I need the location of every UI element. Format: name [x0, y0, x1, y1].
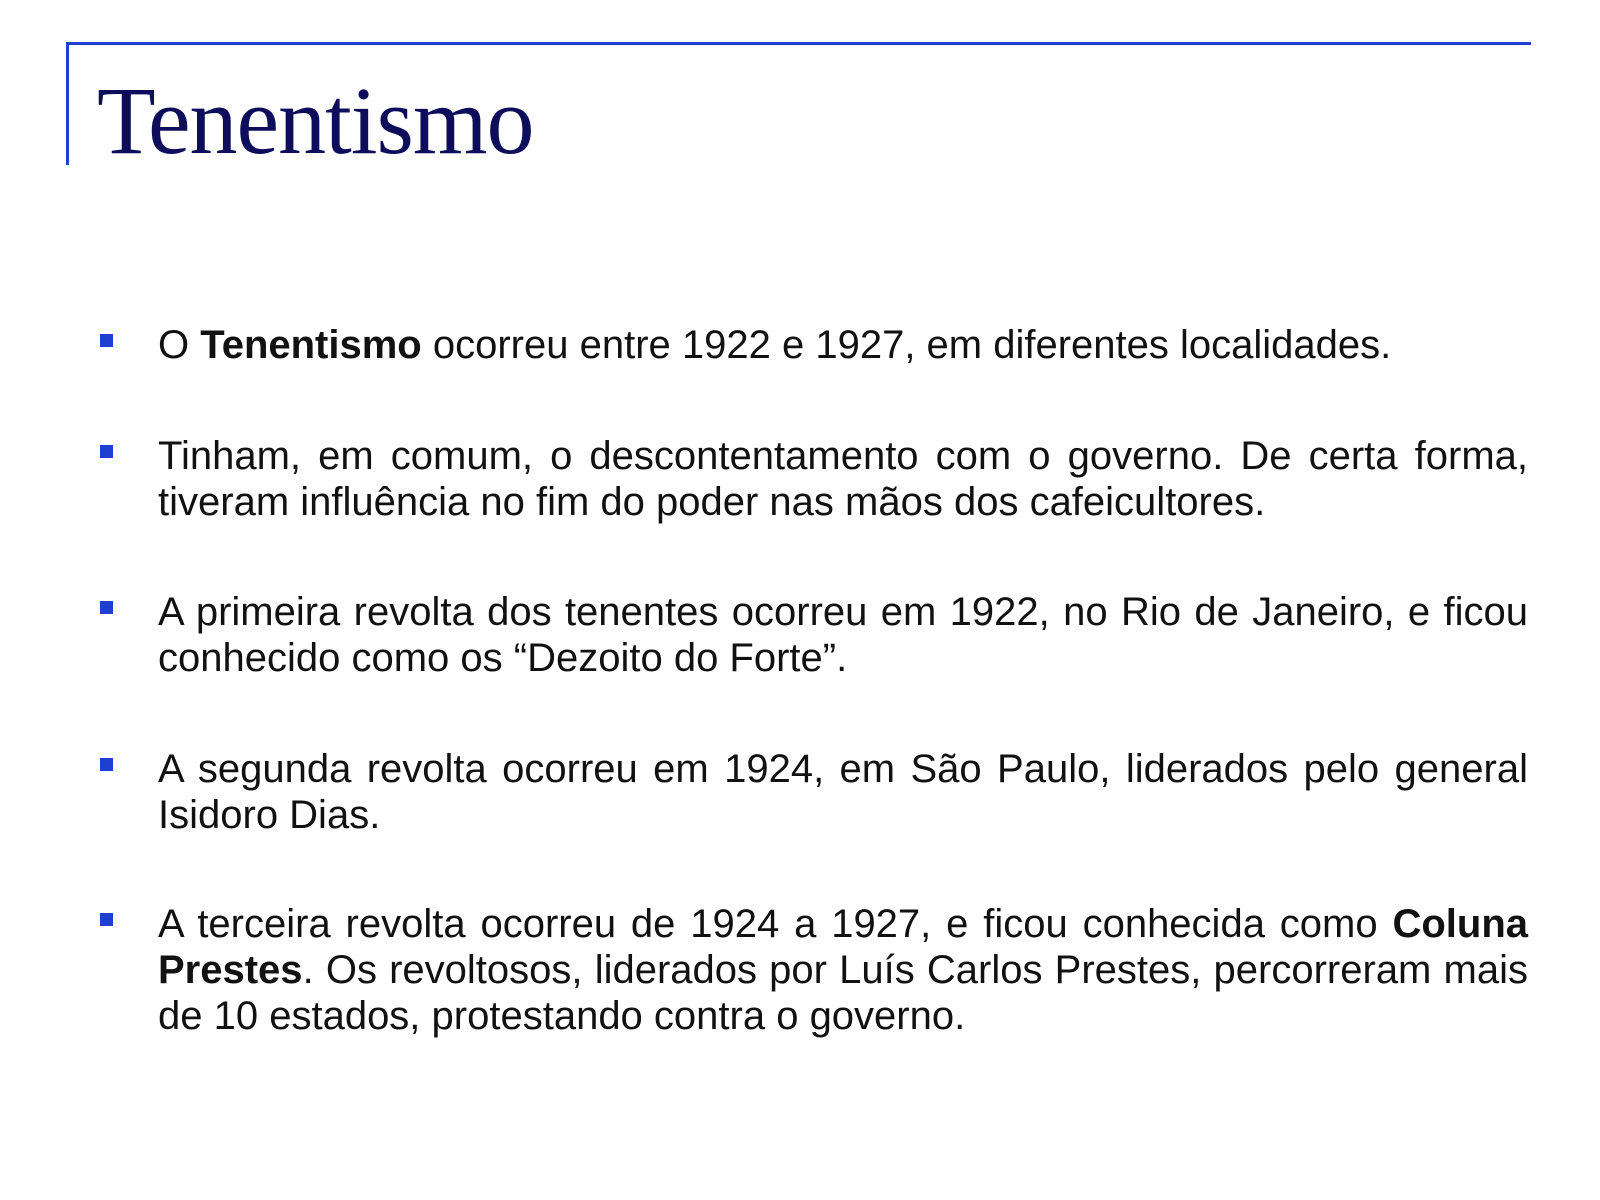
title-frame-top-rule — [66, 42, 1531, 45]
square-bullet-icon — [100, 601, 113, 614]
bullet-text-bold: Tenentismo — [200, 323, 422, 367]
bullet-text — [158, 322, 1528, 368]
bullet-text-part: ocorreu entre 1922 e 1927, em diferentes localidades. — [421, 323, 1392, 367]
bullet-text-part: O — [158, 323, 201, 367]
square-bullet-icon — [100, 334, 113, 347]
bullet-text-bold: Coluna Prestes — [158, 902, 1528, 992]
bullet-text — [158, 901, 1528, 1039]
square-bullet-icon — [100, 445, 113, 458]
slide-title: Tenentismo — [97, 67, 534, 174]
square-bullet-icon — [100, 913, 113, 926]
bullet-text-part: A terceira revolta ocorreu de 1924 a 1927, e ficou conhecida como — [158, 902, 1393, 946]
title-frame-left-rule — [66, 42, 69, 165]
bullet-text: A primeira revolta dos tenentes ocorreu em 1922, no Rio de Janeiro, e ficou conhecido como os “Dezoito do Forte”. — [158, 590, 1528, 680]
bullet-text: Tinham, em comum, o descontentamento com o governo. De certa forma, tiveram influência no fim do poder nas mãos dos cafeicultores. — [158, 434, 1528, 524]
bullet-text: A segunda revolta ocorreu em 1924, em São Paulo, liderados pelo general Isidoro Dias. — [158, 747, 1528, 837]
bullet-text-part: . Os revoltosos, liderados por Luís Carlos Prestes, percorreram mais de 10 estados, protestando contra o governo. — [158, 948, 1528, 1038]
square-bullet-icon — [100, 758, 113, 771]
